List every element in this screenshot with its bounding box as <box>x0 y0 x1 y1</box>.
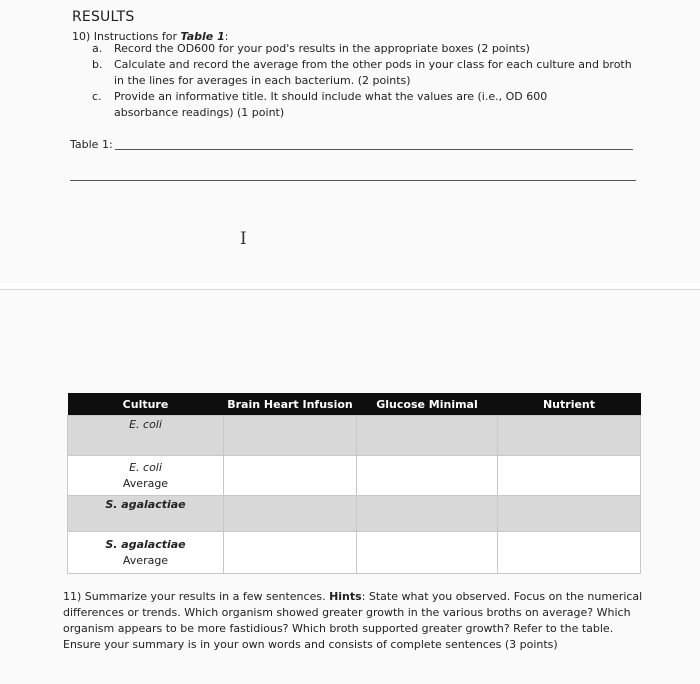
hints-label: Hints <box>329 590 362 603</box>
table-row <box>68 532 641 574</box>
header-brain-heart-infusion: Brain Heart Infusion <box>224 393 357 416</box>
instructions-prefix: 10) Instructions for <box>72 30 181 43</box>
item-letter: a. <box>92 42 103 55</box>
culture-cell <box>68 496 224 532</box>
header-culture: Culture <box>68 393 224 416</box>
data-cell[interactable] <box>224 532 357 574</box>
table-header-row <box>68 393 641 416</box>
data-cell[interactable] <box>357 532 498 574</box>
question-11-body: : State what you observed. Focus on the numerical differences or trends. Which organism showed greater growth in the various broths on average? Which organism appears to be more fastidious? Which broth supported greater growth? Refer to the table. Ensure your summary is in your own words and consists of complete sentences (3 points) <box>63 590 643 651</box>
instruction-item-c <box>92 89 652 121</box>
organism-name-text: E. coli <box>129 460 162 474</box>
data-cell[interactable] <box>224 456 357 496</box>
organism-name <box>68 537 223 553</box>
instruction-item-a <box>92 41 652 57</box>
data-cell[interactable] <box>224 496 357 532</box>
table-title-blank-line[interactable] <box>115 149 633 150</box>
culture-cell <box>68 456 224 496</box>
data-cell[interactable] <box>498 416 641 456</box>
header-nutrient: Nutrient <box>498 393 641 416</box>
table-row <box>68 456 641 496</box>
table-title-blank-line-2[interactable] <box>70 180 636 181</box>
data-cell[interactable] <box>357 416 498 456</box>
item-letter: c. <box>92 90 102 103</box>
data-cell[interactable] <box>498 496 641 532</box>
average-label: Average <box>122 476 169 490</box>
item-text: Record the OD600 for your pod's results in the appropriate boxes (2 points) <box>114 42 530 55</box>
results-table <box>67 393 641 574</box>
item-text: Calculate and record the average from the other pods in your class for each culture and broth in the lines for averages in each bacterium. (2 points) <box>114 58 632 87</box>
culture-cell <box>68 416 224 456</box>
table-title-label: Table 1: <box>70 138 113 151</box>
instruction-item-b <box>92 57 652 89</box>
organism-name <box>68 460 223 476</box>
culture-cell <box>68 532 224 574</box>
data-cell[interactable] <box>357 496 498 532</box>
data-cell[interactable] <box>357 456 498 496</box>
question-11 <box>63 589 643 653</box>
table-row <box>68 416 641 456</box>
instructions-suffix: : <box>224 30 229 43</box>
organism-name: S. agalactiae <box>105 498 186 511</box>
data-cell[interactable] <box>498 532 641 574</box>
data-cell[interactable] <box>224 416 357 456</box>
table-row <box>68 496 641 532</box>
results-heading: RESULTS <box>72 9 135 25</box>
item-letter: b. <box>92 58 103 71</box>
instructions-table-ref: Table 1 <box>180 30 225 43</box>
question-11-prefix: 11) Summarize your results in a few sentences. <box>63 590 330 603</box>
text-cursor-icon: I <box>240 229 247 249</box>
item-text: Provide an informative title. It should include what the values are (i.e., OD 600 absorbance readings) (1 point) <box>114 90 548 119</box>
organism-name: E. coli <box>129 418 162 431</box>
header-glucose-minimal: Glucose Minimal <box>357 393 498 416</box>
average-label: Average <box>122 553 169 567</box>
data-cell[interactable] <box>498 456 641 496</box>
organism-name-text: S. agalactiae <box>105 537 186 551</box>
